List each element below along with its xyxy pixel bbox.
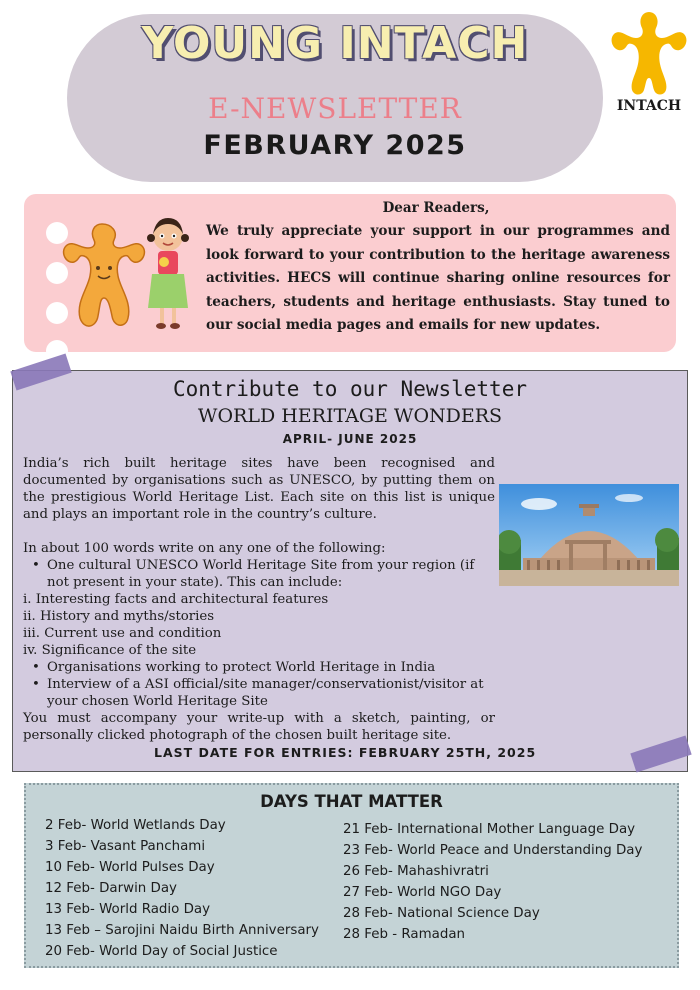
mascot-illustration [60, 210, 200, 338]
instruction: In about 100 words write on any one of the following: [23, 541, 386, 556]
entry-deadline: LAST DATE FOR ENTRIES: FEBRUARY 25TH, 2025 [154, 745, 537, 760]
sub-item: i. Interesting facts and architectural features [23, 592, 329, 607]
bullet-item: • Organisations working to protect World Heritage in India [23, 659, 495, 676]
day-item: 28 Feb- National Science Day [343, 906, 540, 921]
sub-item: iv. Significance of the site [23, 643, 197, 658]
theme-period: APRIL- JUNE 2025 [282, 432, 418, 446]
bullet-item: • Interview of a ASI official/site manager/conservationist/visitor at your chosen World Heritage Site [23, 676, 495, 710]
days-list-left [45, 815, 319, 962]
day-item: 28 Feb - Ramadan [343, 927, 466, 942]
logo-wordmark: INTACH [616, 98, 682, 114]
contribute-heading: Contribute to our Newsletter [172, 377, 527, 401]
bullet-item: • One cultural UNESCO World Heritage Site from your region (if not present in your state). This can include: [23, 557, 495, 591]
stupa-photo [499, 484, 679, 586]
newsletter-title: YOUNG INTACH [141, 18, 529, 69]
sub-item: iii. Current use and condition [23, 626, 222, 641]
days-title: DAYS THAT MATTER [260, 792, 443, 811]
day-item: 21 Feb- International Mother Language Day [343, 822, 636, 837]
theme-title: WORLD HERITAGE WONDERS [197, 405, 503, 427]
day-item: 23 Feb- World Peace and Understanding Day [343, 843, 643, 858]
intro-paragraph: India’s rich built heritage sites have been recognised and documented by organisations such as UNESCO, by putting them on the prestigious World Heritage List. Each site on this list is unique and plays an important role in the country’s culture. [23, 456, 495, 522]
day-item: 2 Feb- World Wetlands Day [45, 818, 226, 833]
day-item: 10 Feb- World Pulses Day [45, 860, 215, 875]
closing-paragraph: You must accompany your write-up with a sketch, painting, or personally clicked photograph of the chosen built heritage site. [23, 711, 495, 743]
sub-item: ii. History and myths/stories [23, 609, 215, 624]
greeting: Dear Readers, [382, 200, 490, 216]
intach-mascot-icon [64, 224, 145, 326]
day-item: 13 Feb – Sarojini Naidu Birth Anniversary [45, 923, 319, 938]
issue-date: FEBRUARY 2025 [203, 130, 467, 161]
newsletter-subtitle: E-NEWSLETTER [208, 92, 462, 125]
contribute-body [23, 455, 495, 744]
day-item: 26 Feb- Mahashivratri [343, 864, 489, 879]
day-item: 20 Feb- World Day of Social Justice [45, 944, 278, 959]
day-item: 13 Feb- World Radio Day [45, 902, 211, 917]
day-item: 3 Feb- Vasant Panchami [45, 839, 206, 854]
day-item: 12 Feb- Darwin Day [45, 881, 177, 896]
day-item: 27 Feb- World NGO Day [343, 885, 502, 900]
welcome-message: We truly appreciate your support in our programmes and look forward to your contribution to the heritage awareness activities. HECS will continue sharing online resources for teachers, students and heritage enthusiasts. Stay tuned to our social media pages and emails for new updates. [206, 223, 670, 333]
girl-illustration-icon [147, 218, 189, 329]
days-list-right [343, 819, 642, 945]
